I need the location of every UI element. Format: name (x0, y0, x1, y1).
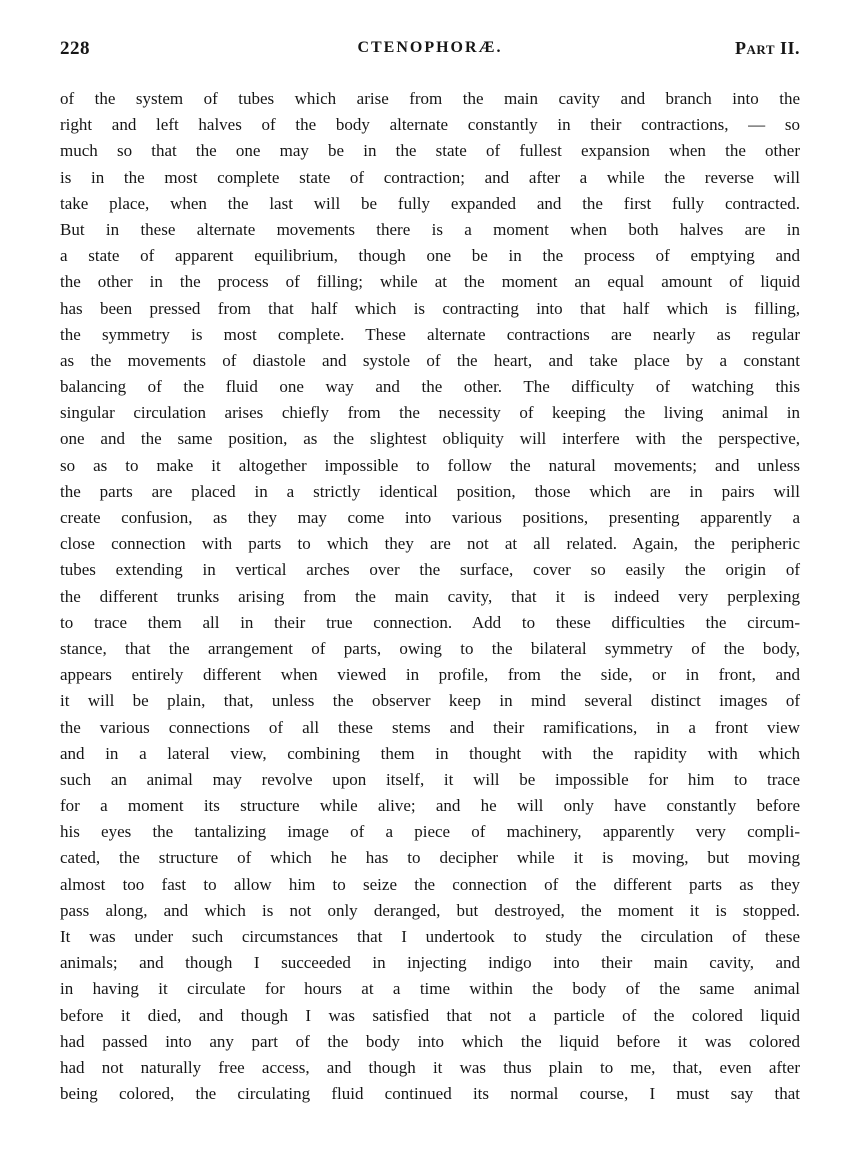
text-line: one and the same position, as the slightest obliquity will interfere with the perspective, (60, 429, 800, 449)
text-line: had passed into any part of the body into which the liquid before it was colored (60, 1031, 800, 1051)
text-line: But in these alternate movements there is a moment when both halves are in (60, 219, 800, 239)
text-line: and in a lateral view, combining them in thought with the rapidity with which (60, 743, 800, 763)
part-label: Part II. (735, 38, 800, 58)
body-paragraph (60, 86, 800, 1107)
text-line: pass along, and which is not only deranged, but destroyed, the moment it is stopped. (60, 900, 800, 920)
text-line: singular circulation arises chiefly from the necessity of keeping the living animal in (60, 403, 800, 423)
text-line: the other in the process of filling; while at the moment an equal amount of liquid (60, 272, 800, 292)
text-line: It was under such circumstances that I undertook to study the circulation of these (60, 927, 800, 946)
text-line: take place, when the last will be fully expanded and the first fully contracted. (60, 193, 800, 213)
text-line: his eyes the tantalizing image of a piece of machinery, apparently very compli- (60, 822, 800, 842)
page-number: 228 (60, 38, 90, 59)
text-line: such an animal may revolve upon itself, it will be impossible for him to trace (60, 769, 800, 789)
text-line: almost too fast to allow him to seize the connection of the different parts as they (60, 874, 800, 894)
text-line: the symmetry is most complete. These alternate contractions are nearly as regular (60, 324, 800, 344)
text-line: a state of apparent equilibrium, though one be in the process of emptying and (60, 246, 800, 266)
text-line: animals; and though I succeeded in injecting indigo into their main cavity, and (60, 953, 800, 973)
text-line: right and left halves of the body alternate constantly in their contractions, — so (60, 115, 800, 135)
text-line: stance, that the arrangement of parts, owing to the bilateral symmetry of the body, (60, 638, 800, 658)
text-line: balancing of the fluid one way and the other. The difficulty of watching this (60, 377, 800, 397)
text-line: to trace them all in their true connection. Add to these difficulties the circum- (60, 612, 800, 632)
text-line: as the movements of diastole and systole of the heart, and take place by a constant (60, 350, 800, 370)
text-line: close connection with parts to which they are not at all related. Again, the peripheric (60, 534, 800, 554)
text-line: cated, the structure of which he has to decipher while it is moving, but moving (60, 848, 800, 868)
text-line: create confusion, as they may come into various positions, presenting apparently a (60, 508, 800, 527)
text-line: had not naturally free access, and though it was thus plain to me, that, even after (60, 1057, 800, 1077)
text-line: it will be plain, that, unless the observer keep in mind several distinct images of (60, 691, 800, 711)
text-line: has been pressed from that half which is contracting into that half which is filling, (60, 298, 800, 318)
text-line: appears entirely different when viewed in profile, from the side, or in front, and (60, 665, 800, 685)
text-line: the various connections of all these stems and their ramifications, in a front view (60, 717, 800, 737)
running-header (60, 38, 800, 68)
text-line: tubes extending in vertical arches over the surface, cover so easily the origin of (60, 560, 800, 580)
text-line: in having it circulate for hours at a time within the body of the same animal (60, 979, 800, 999)
text-line: the different trunks arising from the main cavity, that it is indeed very perplexing (60, 586, 800, 606)
running-title: CTENOPHORÆ. (357, 39, 503, 56)
text-line: so as to make it altogether impossible to follow the natural movements; and unless (60, 455, 800, 475)
text-line: is in the most complete state of contraction; and after a while the reverse will (60, 167, 800, 187)
text-line: the parts are placed in a strictly identical position, those which are in pairs will (60, 481, 800, 501)
text-line: much so that the one may be in the state of fullest expansion when the other (60, 141, 800, 161)
text-line: of the system of tubes which arise from the main cavity and branch into the (60, 89, 800, 108)
text-line: for a moment its structure while alive; and he will only have constantly before (60, 796, 800, 816)
text-line: being colored, the circulating fluid continued its normal course, I must say that (60, 1084, 800, 1104)
text-line: before it died, and though I was satisfied that not a particle of the colored liquid (60, 1005, 800, 1025)
